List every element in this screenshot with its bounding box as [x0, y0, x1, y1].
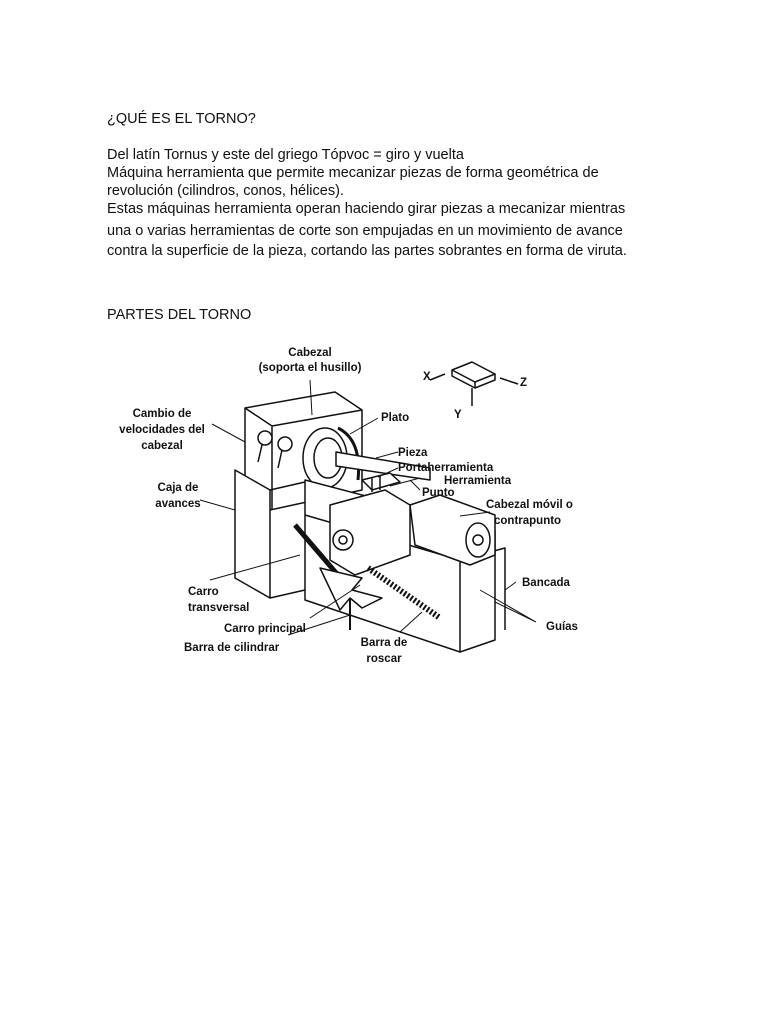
- label-herramienta: Herramienta: [444, 475, 512, 487]
- label-cambio-1: Cambio de: [132, 408, 192, 420]
- label-plato: Plato: [381, 412, 410, 424]
- section-heading: PARTES DEL TORNO: [107, 307, 252, 323]
- label-punto: Punto: [422, 487, 455, 499]
- paragraph-line: revolución (cilindros, conos, hélices).: [107, 183, 344, 199]
- label-cabezal-movil-2: contrapunto: [494, 515, 562, 527]
- paragraph-line: contra la superficie de la pieza, cortando las partes sobrantes en forma de viruta.: [107, 243, 627, 259]
- label-barra-roscar-1: Barra de: [360, 637, 408, 649]
- label-axis-y: Y: [454, 409, 462, 421]
- label-cabezal-movil-1: Cabezal móvil o: [486, 499, 573, 511]
- label-bancada: Bancada: [522, 577, 570, 589]
- label-pieza: Pieza: [398, 447, 428, 459]
- label-carro-principal: Carro principal: [224, 623, 306, 635]
- label-carro-transversal-2: transversal: [188, 602, 250, 614]
- label-carro-transversal-1: Carro: [188, 586, 219, 598]
- label-caja-2: avances: [155, 498, 201, 510]
- lathe-drawing: [235, 362, 518, 652]
- label-cabezal: Cabezal: [288, 347, 332, 359]
- label-cambio-3: cabezal: [141, 440, 183, 452]
- lathe-diagram: [100, 340, 600, 680]
- label-barra-cilindrar: Barra de cilindrar: [184, 642, 280, 654]
- label-guias: Guías: [546, 621, 578, 633]
- paragraph-line: Del latín Tornus y este del griego Tópvoc = giro y vuelta: [107, 147, 464, 163]
- paragraph-line: una o varias herramientas de corte son empujadas en un movimiento de avance: [107, 223, 623, 239]
- paragraph-line: Máquina herramienta que permite mecanizar piezas de forma geométrica de: [107, 165, 599, 181]
- label-cambio-2: velocidades del: [119, 424, 205, 436]
- label-axis-z: Z: [520, 377, 528, 389]
- label-axis-x: X: [423, 371, 431, 383]
- paragraph-line: Estas máquinas herramienta operan haciendo girar piezas a mecanizar mientras: [107, 201, 626, 217]
- page-heading: ¿QUÉ ES EL TORNO?: [107, 111, 256, 127]
- label-caja-1: Caja de: [157, 482, 199, 494]
- label-soporta-husillo: (soporta el husillo): [258, 362, 362, 374]
- label-barra-roscar-2: roscar: [366, 653, 402, 665]
- label-portaherramienta: Portaherramienta: [398, 462, 494, 474]
